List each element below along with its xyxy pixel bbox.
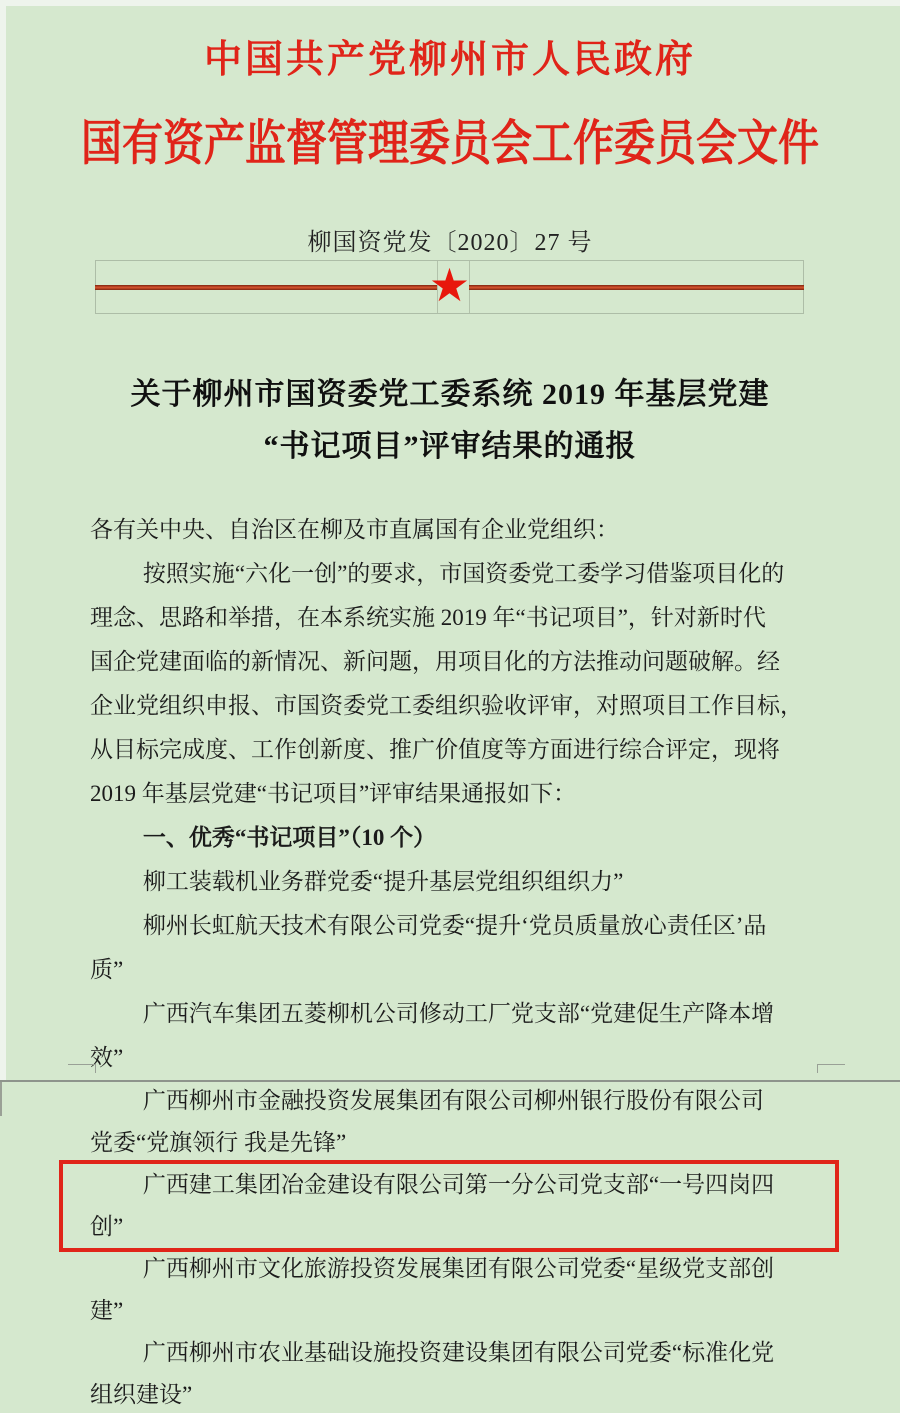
body-line: 效”: [90, 1045, 124, 1070]
red-star-icon: ★: [428, 258, 471, 313]
body-line: 广西柳州市文化旅游投资发展集团有限公司党委“星级党支部创: [142, 1256, 775, 1281]
body-line: 柳州长虹航天技术有限公司党委“提升‘党员质量放心责任区’品: [142, 913, 767, 938]
page-edge-tick: [0, 1082, 2, 1116]
body-page-2: [90, 1080, 810, 1413]
red-rule-left: [95, 285, 437, 290]
body-line: 广西汽车集团五菱柳机公司修动工厂党支部“党建促生产降本增: [142, 1001, 775, 1026]
body-line: 党委“党旗领行 我是先锋”: [90, 1130, 347, 1155]
header-org-line-1: 中国共产党柳州市人民政府: [203, 39, 696, 81]
body-line: 各有关中央、自治区在柳及市直属国有企业党组织：: [90, 517, 619, 542]
doc-title-line-1: 关于柳州市国资委党工委系统 2019 年基层党建: [130, 378, 770, 411]
page-top-edge: [0, 0, 900, 6]
text-boundary-mark-left: [68, 1064, 96, 1073]
doc-number: 柳国资党发〔2020〕27 号: [307, 230, 593, 256]
star-banner: [95, 260, 804, 314]
body-line: 从目标完成度、工作创新度、推广价值度等方面进行综合评定，现将: [90, 737, 780, 762]
body-line: 广西柳州市农业基础设施投资建设集团有限公司党委“标准化党: [142, 1340, 775, 1365]
text-boundary-mark-right: [817, 1064, 845, 1073]
red-rule-right: [469, 285, 804, 290]
body-page-2-after-box: [90, 1248, 810, 1413]
body-line: 建”: [90, 1298, 124, 1323]
body-line: 创”: [90, 1214, 124, 1239]
body-line: 企业党组织申报、市国资委党工委组织验收评审，对照项目工作目标，: [90, 693, 803, 718]
body-line: 理念、思路和举措，在本系统实施 2019 年“书记项目”，针对新时代: [90, 605, 766, 630]
body-line: 广西柳州市金融投资发展集团有限公司柳州银行股份有限公司: [142, 1088, 764, 1113]
doc-title: [0, 369, 900, 473]
body-line: 按照实施“六化一创”的要求，市国资委党工委学习借鉴项目化的: [142, 561, 785, 586]
body-page-1: [90, 508, 810, 1080]
highlight-red-box: [59, 1160, 839, 1252]
body-line: 2019 年基层党建“书记项目”评审结果通报如下：: [90, 781, 577, 806]
body-line: 组织建设”: [90, 1382, 193, 1407]
body-page-2-before-box: [90, 1080, 810, 1164]
doc-title-line-2: “书记项目”评审结果的通报: [263, 430, 637, 463]
body-line: 质”: [90, 957, 124, 982]
body-line: 国企党建面临的新情况、新问题，用项目化的方法推动问题破解。经: [90, 649, 780, 674]
body-line: 柳工装载机业务群党委“提升基层党组织组织力”: [142, 869, 624, 894]
header-org-line-2: 国有资产监督管理委员会工作委员会文件: [81, 115, 819, 171]
body-line: 一、优秀“书记项目”（10 个）: [142, 825, 437, 850]
body-line: 广西建工集团冶金建设有限公司第一分公司党支部“一号四岗四: [142, 1172, 775, 1197]
